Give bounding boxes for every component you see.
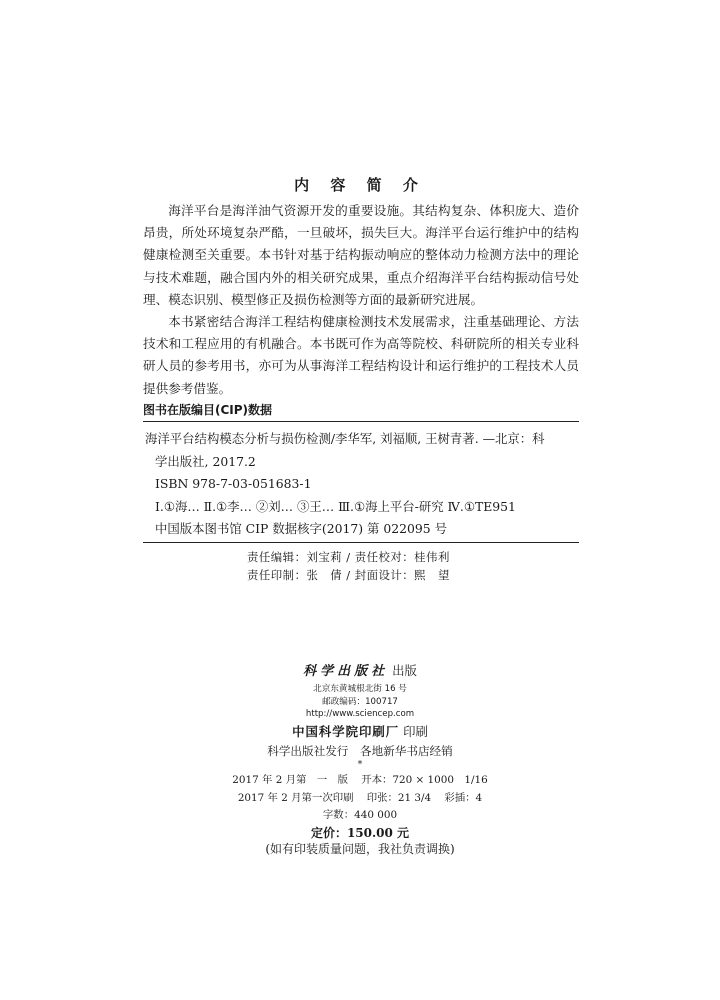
editor-line-1: 责任编辑：刘宝莉 / 责任校对：桂伟利 <box>247 550 450 564</box>
publisher-address-block <box>0 683 720 721</box>
cip-block <box>143 428 579 541</box>
separator-star: * <box>357 760 363 770</box>
publisher-address: 北京东黄城根北街 16 号 <box>313 684 407 694</box>
publisher-suffix: 出版 <box>392 663 417 678</box>
printer-logo: 中国科学院印刷厂 <box>292 724 400 739</box>
cip-title-line: 海洋平台结构模态分析与损伤检测/李华军, 刘福顺, 王树青著. —北京：科 <box>145 431 545 446</box>
specs-row-3 <box>0 807 720 825</box>
summary-title: 内 容 简 介 <box>294 176 426 194</box>
cip-isbn: ISBN 978-7-03-051683-1 <box>155 476 312 491</box>
spec-sheets: 印张：21 3/4 <box>366 791 432 804</box>
printer-line <box>0 722 720 740</box>
publisher-postcode: 邮政编码：100717 <box>322 696 398 707</box>
editors-credits <box>247 548 450 584</box>
spec-word-count: 字数：440 000 <box>322 809 398 821</box>
quality-notice: (如有印装质量问题，我社负责调换) <box>265 842 455 856</box>
cip-catalog-number: 中国版本图书馆 CIP 数据核字(2017) 第 022095 号 <box>155 521 447 536</box>
summary-paragraph-1: 海洋平台是海洋油气资源开发的重要设施。其结构复杂、体积庞大、造价昂贵，所处环境复杂严酷，一旦破坏，损失巨大。海洋平台运行维护中的结构健康检测至关重要。本书针对基于结构振动响应的整体动力检测方法中的理论与技术难题，融合国内外的相关研究成果，重点介绍海洋平台结构振动信号处理、模态识别、模型修正及损伤检测等方面的最新研究进展。 <box>143 203 579 307</box>
spec-edition: 2017 年 2 月第 一 版 <box>232 774 348 786</box>
specs-row-2 <box>0 790 720 808</box>
specs-row-1 <box>0 772 720 790</box>
summary-text <box>143 200 579 400</box>
cip-bottom-rule <box>143 542 579 543</box>
cip-title-line-cont: 学出版社, 2017.2 <box>155 453 256 469</box>
distribution-line: 科学出版社发行 各地新华书店经销 <box>267 744 453 758</box>
printer-suffix: 印刷 <box>403 724 428 739</box>
price: 定价：150.00 元 <box>310 826 410 840</box>
spec-plates: 彩插：4 <box>444 791 483 804</box>
publisher-url: http://www.sciencep.com <box>305 709 415 719</box>
spec-format: 开本：720 × 1000 1/16 <box>361 774 488 786</box>
cip-heading: 图书在版编目(CIP)数据 <box>143 403 273 417</box>
spec-printing: 2017 年 2 月第一次印刷 <box>237 791 354 804</box>
print-specs <box>0 772 720 825</box>
publisher-line <box>0 660 720 679</box>
summary-paragraph-2: 本书紧密结合海洋工程结构健康检测技术发展需求，注重基础理论、方法技术和工程应用的有机融合。本书既可作为高等院校、科研院所的相关专业科研人员的参考用书，亦可为从事海洋工程结构设计和运行维护的工程技术人员提供参考借鉴。 <box>143 314 579 396</box>
editor-line-2: 责任印制：张 倩 / 封面设计：熙 望 <box>247 568 450 582</box>
cip-classification: Ⅰ.①海… Ⅱ.①李… ②刘… ③王… Ⅲ.①海上平台-研究 Ⅳ.①TE951 <box>155 498 516 514</box>
cip-top-rule <box>143 421 579 422</box>
publisher-logo: 科学出版社 <box>303 664 389 679</box>
